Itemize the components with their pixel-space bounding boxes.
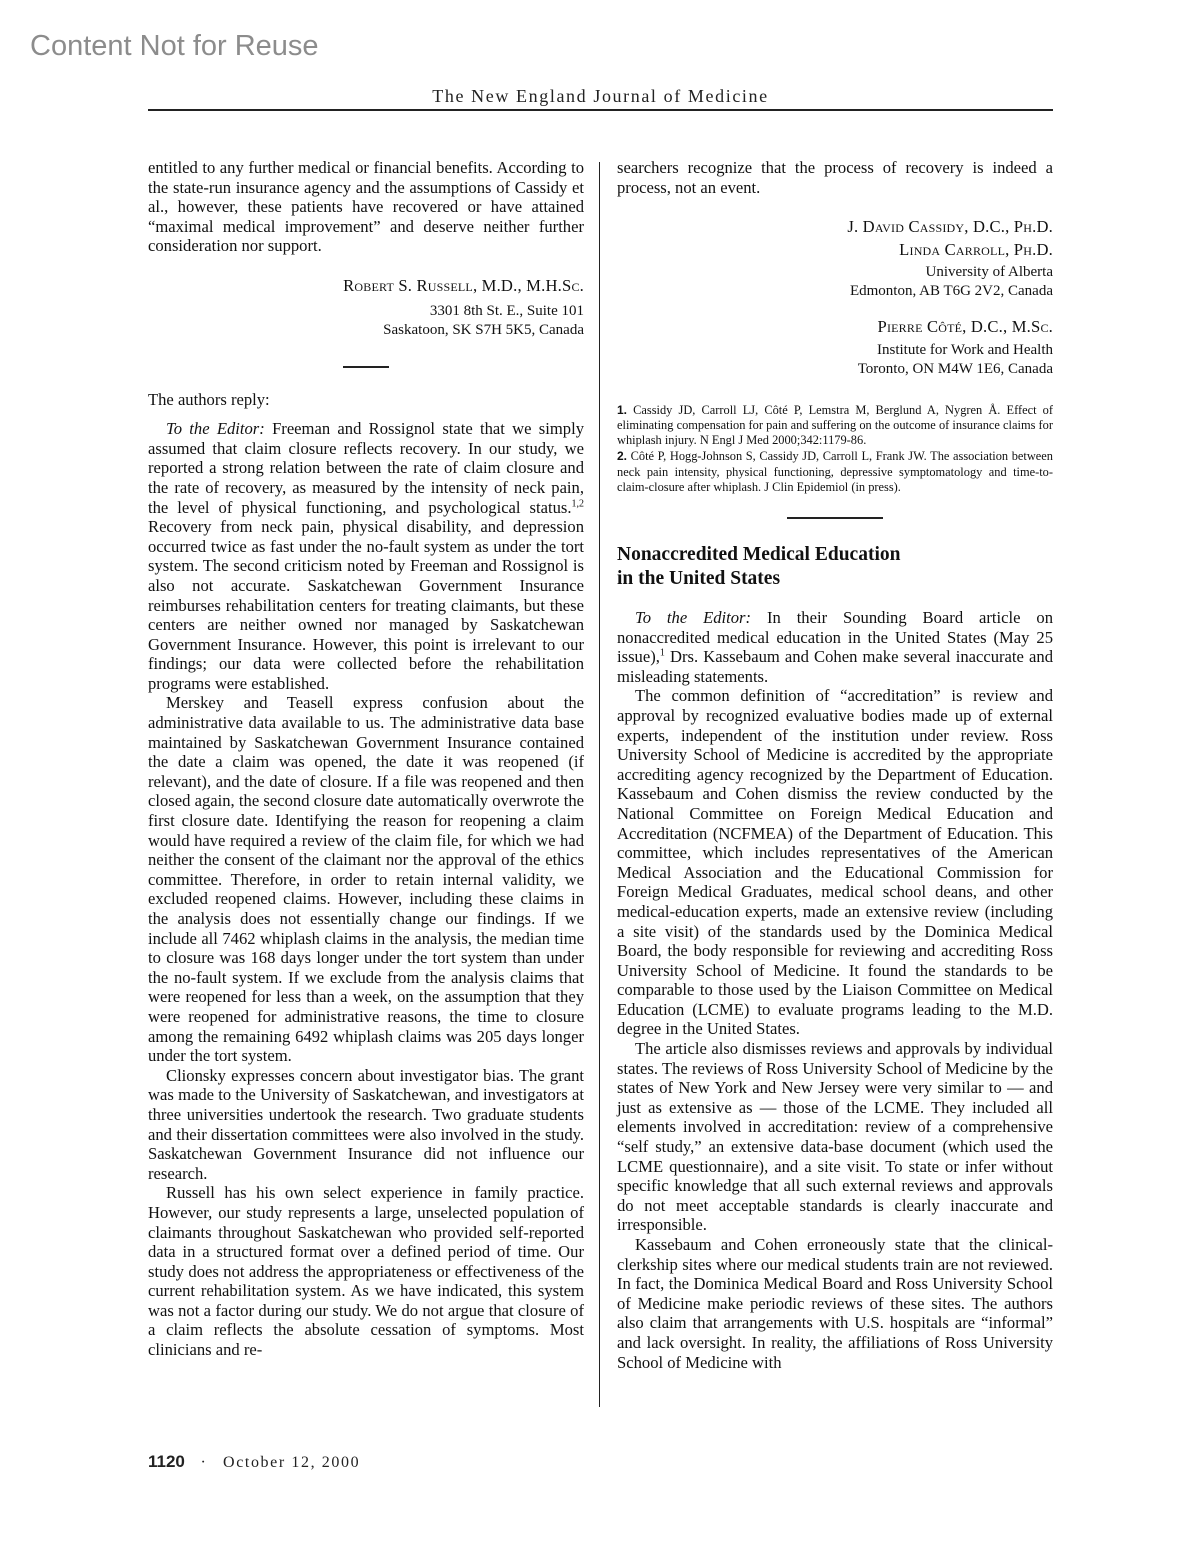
signature-cassidy-carroll [617,215,1053,301]
author-degrees-suffix: Sc. [562,275,584,295]
body-paragraph: The article also dismisses reviews and approvals by individual states. The reviews of Ross University School of Medicine by the states of New York and New Jersey were very similar to — and just as extensive as — those of the LCME. They included all elements involved in accreditation: review of a comprehensive “self study,” an extensive data-base document (which used the LCME questionnaire), and a site visit. To state or infer without specific knowledge that all such external reviews and approvals do not meet acceptable standards is clearly inaccurate and irresponsible. [617,1039,1053,1235]
author-degrees: , D.C., P [964,217,1024,237]
author-name: Linda Carroll [899,240,1006,260]
salutation: To the Editor: [635,608,752,627]
column-divider [599,162,600,1407]
paragraph-text: Freeman and Rossignol state that we simply assumed that claim closure reflects recovery. In our study, we reported a strong relation between the rate of claim closure and the rate of recovery, as measured by the intensity of neck pain, the level of physical functioning, and psychological status. [148,419,584,517]
citation-superscript: 1 [659,647,665,659]
section-title-line: in the United States [617,567,781,589]
address-line: Toronto, ON M4W 1E6, Canada [857,360,1053,377]
author-name: J. David Cassidy [847,217,965,237]
author-name: Robert S. Russell [343,275,473,295]
address-line: Edmonton, AB T6G 2V2, Canada [849,283,1053,300]
author-degrees: , M.D., M.H. [472,275,563,295]
issue-date: October 12, 2000 [223,1454,361,1471]
reference-text: Côté P, Hogg-Johnson S, Cassidy JD, Carroll L, Frank JW. The association between neck pain intensity, physical functioning, depressive symptomatology and time-to-claim-closure after whiplash. J Clin Epidemiol (in press). [617,449,1053,494]
author-degrees-suffix: h.D. [1023,217,1053,237]
section-title-line: Nonaccredited Medical Education [617,544,901,565]
body-paragraph: Russell has his own select experience in family practice. However, our study represents a large, unselected population of claimants throughout Saskatchewan who provided self-reported data in a structured format over a defined period of time. Our study does not address the appropriateness or effectiveness of the current rehabilitation system. As we have indicated, this system was not a factor during our study. We do not argue that closure of a claim reflects the absolute cessation of symptoms. Most clinicians and re- [148,1183,584,1360]
separator-rule [787,517,883,519]
journal-running-head: The New England Journal of Medicine [432,86,769,106]
continued-paragraph: searchers recognize that the process of recovery is indeed a process, not an event. [617,158,1053,197]
watermark: Content Not for Reuse [30,30,319,62]
author-name: Pierre Côté [877,317,963,337]
reference-item [617,449,1053,495]
paragraph-text: In their Sounding Board article on nonaccredited medical education in the United States (May 25 issue), [617,608,1053,667]
reply-heading: The authors reply: [148,389,270,409]
address-line: Saskatoon, SK S7H 5K5, Canada [383,321,584,338]
header-rule [148,109,1053,111]
continued-paragraph: entitled to any further medical or financial benefits. According to the state-run insurance agency and the assumptions of Cassidy et al., however, these patients have recovered or have attained “maximal medical improvement” and deserve neither further consideration nor support. [148,158,584,256]
page-footer [148,1452,360,1472]
signature-russell [148,276,584,340]
body-paragraph: The common definition of “accreditation” is review and approval by recognized evaluative bodies made up of external experts, independent of the institution under review. Ross University School of Medicine is accredited by the appropriate accrediting agency recognized by the Department of Education. Kassebaum and Cohen dismiss the review conducted by the National Committee on Foreign Medical Education and Accreditation (NCFMEA) of the Department of Education. This committee, which includes representatives of the American Medical Association and the Educational Commission for Foreign Medical Graduates, medical school deans, and other medical-education experts, made an extensive review (including a site visit) of the standards used by the Dominica Medical Board, the body responsible for reviewing and accrediting Ross University School of Medicine. It found the standards to be comparable to those used by the Liaison Committee on Medical Education (LCME) to evaluate programs leading to the M.D. degree in the United States. [617,686,1053,1039]
paragraph-text: Drs. Kassebaum and Cohen make several inaccurate and misleading statements. [617,647,1053,686]
left-column [148,158,584,1360]
reference-list [617,403,1053,495]
address-line: Institute for Work and Health [877,341,1053,358]
right-column [617,158,1053,1372]
body-paragraph: Merskey and Teasell express confusion about the administrative data available to us. The administrative data base maintained by Saskatchewan Government Insurance contained the date a claim was opened, the date it was reopened (if relevant), and the date of closure. If a file was reopened and then closed again, the second closure date automatically overwrote the first closure date. Identifying the reason for reopening a claim would have required a review of the claim file, for which we had neither the consent of the claimant nor the approval of the ethics committee. Therefore, in order to retain internal validity, we excluded reopened claims. However, including these claims in the analysis does not essentially change our findings. If we include all 7462 whiplash claims in the analysis, the median time to closure was 168 days longer under the tort system than under the no-fault system. If we exclude from the analysis claims that were reopened for less than a week, on the assumption that they were reopened for administrative reasons, the time to closure among the remaining 6492 whiplash claims was 205 days longer under the tort system. [148,693,584,1066]
page-number: 1120 [148,1452,185,1471]
section-title [617,543,1053,590]
citation-superscript: 1,2 [571,498,584,509]
body-paragraph: Clionsky expresses concern about investigator bias. The grant was made to the University of Saskatchewan, and investigators at three universities undertook the research. Two graduate students and their dissertation committees were also involved in the study. Saskatchewan Government Insurance did not influence our research. [148,1065,584,1183]
signature-cote [617,317,1053,379]
paragraph-text: Recovery from neck pain, physical disability, and depression occurred twice as fast under the no-fault system as under the tort system. The second criticism noted by Freeman and Rossignol is also not accurate. Saskatchewan Government Insurance reimburses rehabilitation centers for treating claimants, but these centers are neither owned nor managed by Saskatchewan Government Insurance. However, this point is irrelevant to our findings; our data were collected before the rehabilitation programs were established. [148,517,584,693]
author-degrees: , D.C., M. [962,317,1032,337]
address-line: University of Alberta [925,264,1053,281]
author-degrees: , P [1005,240,1024,260]
reference-number: 2. [617,449,628,464]
reference-text: Cassidy JD, Carroll LJ, Côté P, Lemstra M, Berglund A, Nygren Å. Effect of eliminating compensation for pain and suffering on the outcome of insurance claims for whiplash injury. N Engl J Med 2000;342:1179-86. [617,402,1053,448]
body-paragraph [148,419,584,693]
separator-rule [343,366,389,368]
footer-separator: · [200,1454,208,1471]
reference-item [617,403,1053,449]
reference-number: 1. [617,402,628,417]
body-paragraph [617,608,1053,686]
address-line: 3301 8th St. E., Suite 101 [429,302,584,319]
salutation: To the Editor: [166,419,265,439]
author-degrees-suffix: h.D. [1023,240,1053,260]
body-paragraph: Kassebaum and Cohen erroneously state that the clinical-clerkship sites where our medical students train are not reviewed. In fact, the Dominica Medical Board and Ross University School of Medicine make periodic reviews of these sites. The authors also claim that arrangements with U.S. hospitals are “informal” and lack oversight. In reality, the affiliations of Ross University School of Medicine with [617,1235,1053,1372]
author-degrees-suffix: Sc. [1031,317,1053,337]
